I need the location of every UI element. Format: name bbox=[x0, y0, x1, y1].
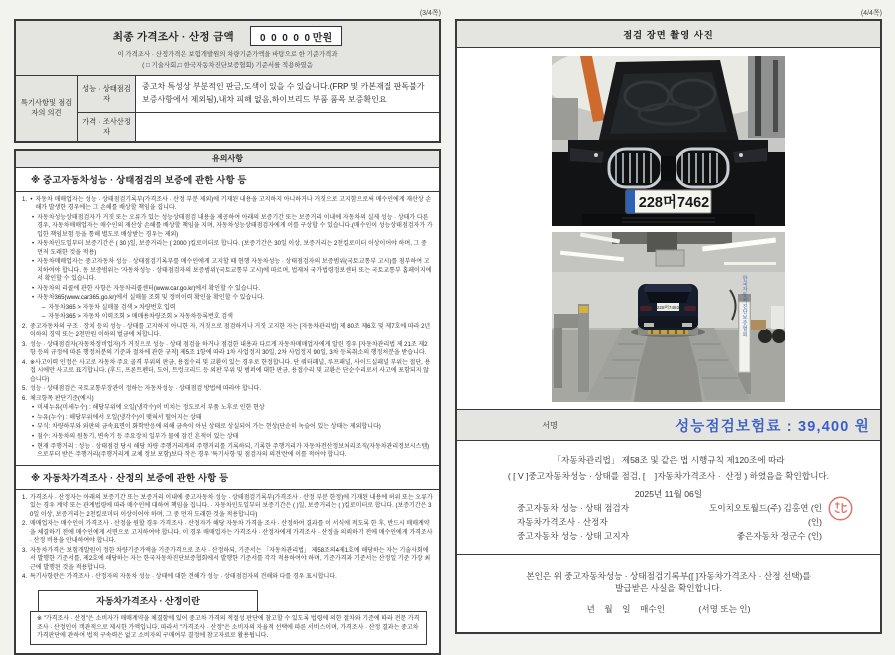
notice-sectionB-title: ※ 자동차가격조사 · 산정의 보증에 관한 사항 등 bbox=[16, 465, 439, 490]
notice-line: 2. 매매업자는 매수인이 가격조사 · 산정을 원할 경우 가격조사 · 산정자가 해당 자동차 가격을 조사 · 산정하여 결과를 이 서식에 적도록 한 후, 반드시 매매계약을 체결하기 전에 매수인에게 서면으로 고지하여야 합니다. 이 경우 매매업자는 가격조사 · 산정자에게 가격조사 · 산정을 의뢰하기 전에 매수인에게 가격조사 · 산정 비용을 안내하여야 합니다. bbox=[22, 521, 433, 545]
final-price-title: 최종 가격조사 · 산정 금액 bbox=[112, 30, 234, 43]
engine-bay-photo-svg bbox=[552, 56, 785, 226]
notice-line: 3. 자동차가격은 보험개발원이 정한 차량기준가액을 기준가격으로 조사 · 산정하되, 기준서는 「자동차관리법」 제58조의4제1호에 해당하는 자는 기술사회에서 발행한 기준서를, 제2호에 해당하는 자는 한국자동차진단보증협회에서 발행한 기준서를 각각 적용하여야 하며, 기준가격과 기준서는 산정일 기준 가장 최근에 발행된 것을 적용합니다. bbox=[22, 547, 431, 571]
notice-line: • 자동차365(www.car365.go.kr)에서 실매물 조회 및 정비이력 확인을 확인할 수 있습니다. bbox=[32, 295, 265, 302]
notifier-signature-row bbox=[467, 530, 870, 542]
notice-sectionB-lines bbox=[16, 490, 439, 587]
notice-line: 6. 체크항목 판단기준(예시) bbox=[22, 395, 94, 402]
definition-title-box: 자동차가격조사 · 산정이란 bbox=[38, 590, 258, 612]
page-number-right: (4/4쪽) bbox=[860, 10, 882, 17]
notice-line: • 부식: 차량하부와 외판의 금속표면이 화학반응에 의해 금속이 아닌 상태로 상실되어 가는 현상(단순히 녹슬어 있는 상태는 제외합니다) bbox=[32, 424, 381, 431]
lift-photo-plate-text: 228머7462 bbox=[656, 305, 680, 311]
notice-line: • 침수: 자동차의 원동기, 변속기 등 주요장치 일부가 물에 잠긴 흔적이 있는 상태 bbox=[32, 434, 239, 440]
insurance-fee-text: 성능점검보험료 : 39,400 원 bbox=[675, 418, 870, 435]
appraiser-opinion-text bbox=[136, 113, 439, 141]
price-note-line2-checkboxes: ( □ 기술사회,□ 한국자동차진단보증협회) 기준서를 적용하였음 bbox=[142, 62, 313, 69]
notice-line: • 미세누유(미세누수) : 해당부위에 오일(냉각수)이 비치는 정도로서 부품 노후로 인한 현상 bbox=[32, 405, 265, 412]
notice-line: • 자동차의 리콜에 관한 사항은 자동차리콜센터(www.car.go.kr)에서 확인할 수 있습니다. bbox=[32, 285, 260, 292]
notice-line: • 자동차인도일부터 보증기간은 ( 30 )일, 보증거리는 ( 2000 )킬로미터로 합니다. (보증기간은 30일 이상, 보증거리는 2천킬로미터 이상이어야 하며, 그 중 먼저 도래한 것을 적용) bbox=[32, 241, 427, 256]
signature-label: 서명 bbox=[542, 420, 558, 430]
buyer-confirm-line2: 발급받은 사실을 확인합니다. bbox=[615, 583, 722, 593]
confirmation-rows bbox=[467, 502, 870, 542]
notice-line: 4. 특기사항란은 가격조사 · 산정자의 자동차 성능 · 상태에 대한 견해가 성능 · 상태점검자의 견해와 다를 경우 표시합니다. bbox=[22, 574, 337, 581]
inspector-label: 성능 · 상태점검자 bbox=[78, 76, 136, 113]
notice-line: – 자동차365 > 자동차 이력조회 > 매매용차량조회 > 자동차등록번호 검색 bbox=[42, 314, 233, 321]
lift-post-sign-text: 한국자동차진단보증협회 bbox=[741, 275, 748, 337]
signature-row bbox=[457, 409, 880, 441]
confirmation-law-line: 「자동차관리법」 제58조 및 같은 법 시행규칙 제120조에 따라 bbox=[552, 455, 785, 465]
buyer-confirmation-section bbox=[457, 554, 880, 632]
price-note-line1: 이 가격조사 · 산정가격은 보험개발원의 차량기준가액을 바탕으로 한 기준가격과 bbox=[117, 50, 338, 58]
inspector-opinion-text: 중고차 특성상 부분적인 판금,도색이 있을 수 있습니다.(FRP 및 카본재질 판독불가 보증사항에서 제외됨),내차 피해 없음,하이브리드 부품 품목 보증확인요 bbox=[136, 76, 439, 113]
inspector-name: 도이치오토월드(주) 김홍연 (인 bbox=[709, 503, 822, 513]
notice-line: 5. 성능 · 상태점검은 국토교통부장관이 정하는 자동차성능 · 상태점검 방법에 따라야 합니다. bbox=[22, 386, 262, 393]
photos-area bbox=[457, 48, 880, 409]
notice-line: 1. 가격조사 · 산정자는 아래의 보증기간 또는 보증거리 이내에 중고자동차 성능 · 상태점검기록부(가격조사 · 산정 부분 한정)에 기재된 내용에 허위 또는 오류가 있는 경우 계약 또는 관계법령에 따라 매수인에 대하여 책임을 집니다. · 자동차인도일부터 보증기간은 ( )일, 보증거리는 ( )킬로미터로 합니다. (보증기간은 30일 이상, 보증거리는 2천킬로미터 이상이어야 하며, 그 중 먼저 도래한 것을 적용합니다) bbox=[22, 494, 433, 518]
notice-box bbox=[14, 149, 441, 655]
appraiser-label: 가격 · 조사산정자 bbox=[78, 113, 136, 141]
notice-line: 1. • 자동차 매매업자는 성능 · 상태점검기록부(가격조사 · 산정 부분 제외)에 기재된 내용을 고지하지 아니하거나 거짓으로 고지함으로써 매수인에게 재산상 손해가 발생한 경우에는 그 손해를 배상할 책임을 집니다. bbox=[22, 196, 432, 212]
final-price-amount-box: 0 0 0 0 0 만원 bbox=[250, 26, 342, 46]
final-price-table bbox=[14, 19, 441, 143]
license-plate-text: 228머7462 bbox=[638, 195, 710, 211]
special-notes-row-header: 특기사항및 점검자의 의견 bbox=[16, 76, 78, 141]
notice-bar-title: 유의사항 bbox=[16, 151, 439, 168]
buyer-date-signature-line: 년 월 일 매수인 (서명 또는 인) bbox=[586, 604, 751, 614]
confirmation-date: 2025년 11월 06일 bbox=[634, 489, 703, 499]
appraiser-signature-row bbox=[467, 516, 870, 528]
lift-photo-svg bbox=[552, 232, 785, 402]
inspection-photo-box bbox=[455, 19, 882, 634]
appraiser-name: (인) bbox=[807, 517, 822, 527]
page-number-left: (3/4쪽) bbox=[419, 10, 441, 17]
final-price-header bbox=[16, 21, 439, 76]
engine-bay-photo bbox=[552, 56, 785, 226]
inspector-signature-row bbox=[467, 502, 870, 514]
notice-sectionA-title: ※ 중고자동차성능 · 상태점검의 보증에 관한 사항 등 bbox=[16, 168, 439, 192]
confirmation-section bbox=[457, 441, 880, 554]
notifier-role-label: 중고자동차 성능 · 상태 고지자 bbox=[517, 531, 630, 541]
notice-line: • 현재 주행거리 : 성능 · 상태점검 당시 해당 차량 주행거리계의 주행거리를 기록하되, 기록한 주행거리가 자동차전산정보처리조직(자동차관리정보시스템)으로부터 받은 주행거리(주행거리계 교체 정보 포함)보다 작은 경우 '특기사항 및 점검자의 의견'란에 이를 적어야 합니다. bbox=[32, 443, 430, 459]
buyer-confirm-line1: 본인은 위 중고자동차성능 · 상태점검기록부([ ]자동차가격조사 · 산정 선택)를 bbox=[526, 571, 811, 581]
notice-sectionA-lines bbox=[16, 192, 439, 465]
notice-line: • 누유(누수) : 해당부위에서 오일(냉각수)이 맺혀서 떨어지는 상태 bbox=[32, 414, 202, 421]
notice-line: – 자동차365 > 자동차 실매물 검색 > 차량번호 입력 bbox=[42, 304, 176, 311]
definition-text-box: ※ "가격조사 · 산정"은 소비자가 매매계약을 체결함에 있어 중고차 가격의 적절성 판단에 참고할 수 있도록 법령에 의한 절차와 기준에 따라 전문 가격조사 · 산정인이 객관적으로 제시한 가액입니다. 따라서 "가격조사 · 산정"은 소비자의 자율적 선택에 따른 서비스이며, 가격조사 · 산정 결과는 중고차 가격판단에 관하여 법적 구속력은 없고 소비자의 구매여부 결정에 참고자료로 활용됩니다. bbox=[30, 611, 427, 646]
special-notes-grid bbox=[16, 76, 439, 141]
notice-line: • 자동차성능상태점검자가 거짓 또는 오류가 있는 성능상태점검 내용을 제공하여 아래의 보증기간 또는 보증거리 이내에 자동차의 실제 성능 · 상태가 다른 경우, 자동차매매업자는 매수인의 재산상 손해를 배상할 책임을 지며, 자동차성능상태점검자에게 이를 구상할 수 있습니다.(매수인이 성능상태점검자가 가입한 책임보험 등을 통해 별도로 배상받는 경우는 제외) bbox=[32, 214, 433, 238]
appraiser-role-label: 자동차가격조사 · 산정자 bbox=[517, 517, 608, 527]
notice-line: 2. 중고자동차의 구조 · 장치 등의 성능 · 상태를 고지하지 아니한 자, 거짓으로 점검하거나 거짓 고지한 자는 [자동차관리법] 제 80조 제6호 및 제7호에 따라 2년 이하의 징역 또는 2천만원 이하의 벌금에 처합니다. bbox=[22, 323, 431, 339]
notice-line: 4. ※사고이력 인정은 사고로 자동차 주요 골격 부위의 판금, 용접수리 및 교환이 있는 경우로 한정합니다. 단 쿼터패널, 루프패널, 사이드실패널 부위는 절단, 용접 시에만 사고로 표기합니다. (후드, 프론트펜더, 도어, 트렁크리드 등 외판 부위 및 범퍼에 대한 판금, 용접수리 및 교환은 단순수리로서 사고에 포함되지 않습니다) bbox=[22, 359, 431, 383]
page-right bbox=[455, 8, 882, 634]
inspector-role-label: 중고자동차 성능 · 상태 점검자 bbox=[517, 503, 630, 513]
confirmation-check-line: ( [ V ]중고자동차성능 · 상태를 점검, [ ]자동차가격조사 · 산정 ) 하였음을 확인합니다. bbox=[507, 471, 830, 481]
notice-line: 3. 성능 · 상태점검자(자동차정비업자)가 거짓으로 성능 · 상태 점검을 하거나 점검한 내용과 다르게 자동차매매업자에게 알린 경우 [자동차관리법 제 21조 제2항 등의 규정에 따른 행정처분의 기준과 절차에 관한 규칙] 제5조 1항에 따라 1차 사업정지 30일, 2차 사업정지 90일, 3차 등록취소의 행정처분을 받습니다. bbox=[22, 341, 428, 357]
notifier-name: 좋은자동차 정군수 (인) bbox=[736, 531, 822, 541]
notice-line: • 자동차매매업자는 중고자동차 성능 · 상태점검기록부를 매수인에게 고지할 때 현행 자동차성능 · 상태점검자의 보증범위(국토교통부 고시)를 첨부하여 고지하여야 합니다. 동 보증범위는 '자동차성능 · 상태점검자의 보증범위'(국토교통부 고시)에 따르며, 법제처 국가법령정보센터 또는 국토교통부 홈페이지에서 확인할 수 있습니다. bbox=[32, 259, 432, 283]
lift-photo bbox=[552, 232, 785, 402]
page-left bbox=[14, 8, 441, 655]
photo-section-title: 점검 장면 촬영 사진 bbox=[457, 21, 880, 48]
